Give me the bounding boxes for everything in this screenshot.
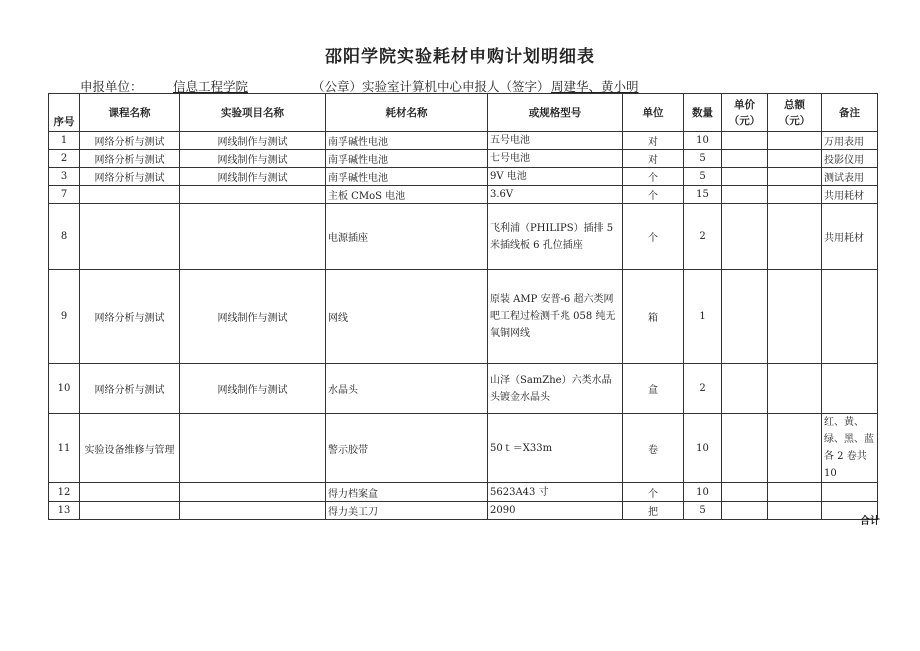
cell-material: 电源插座 — [326, 204, 488, 270]
cell-qty: 5 — [684, 150, 722, 168]
cell-project — [180, 483, 326, 502]
table-row — [49, 414, 878, 483]
cell-spec: 3.6V — [488, 186, 623, 204]
cell-seq: 9 — [49, 270, 80, 364]
table-row — [49, 502, 878, 520]
table-header-row — [49, 94, 878, 132]
cell-material: 网线 — [326, 270, 488, 364]
cell-project — [180, 204, 326, 270]
col-qty: 数量 — [684, 94, 722, 132]
cell-project — [180, 414, 326, 483]
col-price: 单价 （元） — [722, 94, 768, 132]
cell-note — [822, 364, 878, 414]
cell-qty: 15 — [684, 186, 722, 204]
cell-seq: 2 — [49, 150, 80, 168]
cell-material: 主板 CMoS 电池 — [326, 186, 488, 204]
materials-table — [48, 93, 878, 520]
cell-note: 万用表用 — [822, 132, 878, 150]
cell-note: 测试表用 — [822, 168, 878, 186]
cell-total — [768, 186, 822, 204]
cell-total — [768, 270, 822, 364]
cell-spec: 山泽（SamZhe）六类水晶头镀金水晶头 — [488, 364, 623, 414]
cell-spec: 9V 电池 — [488, 168, 623, 186]
cell-total — [768, 414, 822, 483]
table-row — [49, 204, 878, 270]
cell-price — [722, 186, 768, 204]
cell-project: 网线制作与测试 — [180, 150, 326, 168]
cell-qty: 1 — [684, 270, 722, 364]
cell-total — [768, 483, 822, 502]
cell-project: 网线制作与测试 — [180, 132, 326, 150]
cell-unit: 盒 — [623, 364, 684, 414]
cell-unit: 对 — [623, 132, 684, 150]
cell-seq: 11 — [49, 414, 80, 483]
col-material: 耗材名称 — [326, 94, 488, 132]
cell-seq: 1 — [49, 132, 80, 150]
cell-course: 网络分析与测试 — [80, 150, 180, 168]
cell-price — [722, 364, 768, 414]
cell-unit: 个 — [623, 186, 684, 204]
cell-unit: 个 — [623, 168, 684, 186]
cell-unit: 对 — [623, 150, 684, 168]
cell-total — [768, 204, 822, 270]
col-unit: 单位 — [623, 94, 684, 132]
cell-price — [722, 502, 768, 520]
col-total: 总额 （元） — [768, 94, 822, 132]
cell-project — [180, 186, 326, 204]
cell-project: 网线制作与测试 — [180, 364, 326, 414]
cell-seq: 3 — [49, 168, 80, 186]
table-row — [49, 132, 878, 150]
cell-spec: 5623A43 寸 — [488, 483, 623, 502]
cell-qty: 2 — [684, 204, 722, 270]
cell-spec: 原装 AMP 安普-6 超六类网吧工程过检测千兆 058 纯无氧铜网线 — [488, 270, 623, 364]
cell-note — [822, 270, 878, 364]
cell-price — [722, 132, 768, 150]
col-seq: 序号 — [49, 94, 80, 132]
table-row — [49, 186, 878, 204]
cell-qty: 10 — [684, 483, 722, 502]
cell-price — [722, 150, 768, 168]
cell-total — [768, 364, 822, 414]
cell-project — [180, 502, 326, 520]
cell-unit: 个 — [623, 204, 684, 270]
table-row — [49, 364, 878, 414]
cell-project: 网线制作与测试 — [180, 270, 326, 364]
cell-material: 警示胶带 — [326, 414, 488, 483]
cell-note: 共用耗材 — [822, 186, 878, 204]
cell-material: 水晶头 — [326, 364, 488, 414]
page-title: 邵阳学院实验耗材申购计划明细表 — [325, 47, 595, 67]
cell-spec: 七号电池 — [488, 150, 623, 168]
cell-course: 网络分析与测试 — [80, 364, 180, 414]
cell-spec: 2090 — [488, 502, 623, 520]
cell-course: 网络分析与测试 — [80, 270, 180, 364]
cell-seq: 12 — [49, 483, 80, 502]
cell-course — [80, 483, 180, 502]
table-row — [49, 270, 878, 364]
cell-qty: 2 — [684, 364, 722, 414]
cell-price — [722, 483, 768, 502]
cell-course: 网络分析与测试 — [80, 168, 180, 186]
cell-note: 共用耗材 — [822, 204, 878, 270]
applicant-name: 周建华、黄小明 — [551, 79, 639, 94]
table-row — [49, 483, 878, 502]
cell-unit: 卷 — [623, 414, 684, 483]
cell-material: 得力档案盒 — [326, 483, 488, 502]
total-label: 合计 — [860, 516, 880, 527]
cell-total — [768, 502, 822, 520]
col-course: 课程名称 — [80, 94, 180, 132]
stamp-text: （公章）实验室计算机中心申报人（签字） — [312, 79, 550, 94]
cell-spec: 飞利浦（PHILIPS）插排 5 米插线板 6 孔位插座 — [488, 204, 623, 270]
cell-unit: 个 — [623, 483, 684, 502]
cell-course — [80, 186, 180, 204]
table-row — [49, 150, 878, 168]
col-note: 备注 — [822, 94, 878, 132]
cell-note — [822, 483, 878, 502]
cell-note: 投影仪用 — [822, 150, 878, 168]
table-row — [49, 168, 878, 186]
cell-price — [722, 168, 768, 186]
unit-value: 信息工程学院 — [173, 79, 249, 94]
cell-price — [722, 204, 768, 270]
cell-material: 南孚碱性电池 — [326, 132, 488, 150]
cell-qty: 10 — [684, 132, 722, 150]
col-project: 实验项目名称 — [180, 94, 326, 132]
cell-total — [768, 132, 822, 150]
cell-course: 实验设备维修与管理 — [80, 414, 180, 483]
cell-qty: 5 — [684, 168, 722, 186]
cell-seq: 10 — [49, 364, 80, 414]
cell-course — [80, 204, 180, 270]
cell-material: 南孚碱性电池 — [326, 150, 488, 168]
cell-spec: 50ｔ＝X33m — [488, 414, 623, 483]
cell-total — [768, 168, 822, 186]
cell-project: 网线制作与测试 — [180, 168, 326, 186]
cell-seq: 8 — [49, 204, 80, 270]
cell-qty: 10 — [684, 414, 722, 483]
cell-seq: 13 — [49, 502, 80, 520]
cell-material: 南孚碱性电池 — [326, 168, 488, 186]
col-spec: 或规格型号 — [488, 94, 623, 132]
cell-note: 红、黄、绿、黑、蓝各 2 卷共 10 — [822, 414, 878, 483]
cell-qty: 5 — [684, 502, 722, 520]
cell-spec: 五号电池 — [488, 132, 623, 150]
cell-unit: 箱 — [623, 270, 684, 364]
cell-price — [722, 414, 768, 483]
cell-course: 网络分析与测试 — [80, 132, 180, 150]
unit-label: 申报单位： — [80, 79, 143, 94]
cell-material: 得力美工刀 — [326, 502, 488, 520]
cell-unit: 把 — [623, 502, 684, 520]
cell-price — [722, 270, 768, 364]
cell-seq: 7 — [49, 186, 80, 204]
cell-total — [768, 150, 822, 168]
cell-course — [80, 502, 180, 520]
